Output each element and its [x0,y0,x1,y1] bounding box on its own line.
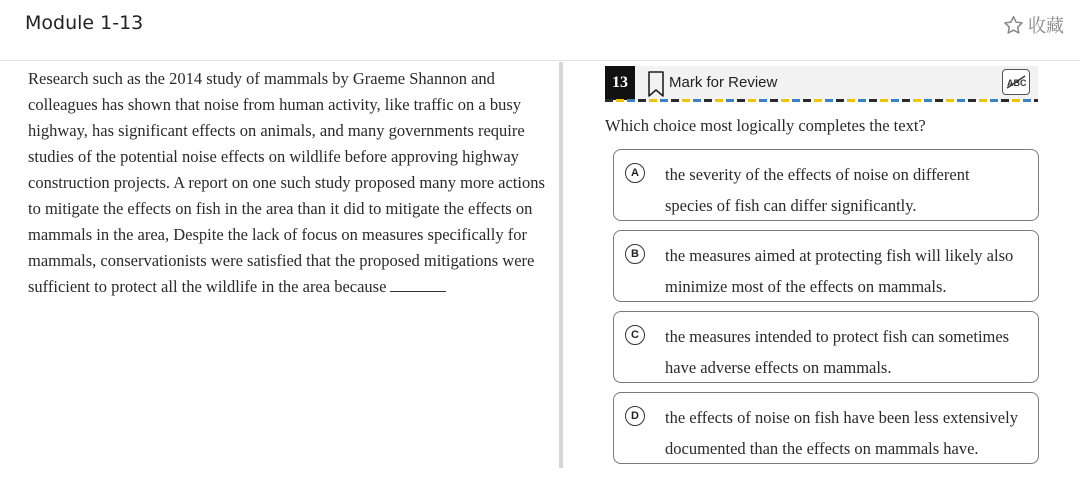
bookmark-icon[interactable] [647,70,665,98]
question-header [605,66,1038,100]
choice-c-line1: the measures intended to protect fish can sometimes [665,327,1010,346]
choice-d[interactable] [613,392,1039,464]
abc-strikethrough-icon [1006,74,1026,90]
choice-b[interactable] [613,230,1039,302]
answer-blank [390,278,446,292]
top-bar [0,0,1080,58]
choice-letter-b: B [625,244,645,264]
choice-letter-a: A [625,163,645,183]
passage-text: Research such as the 2014 study of mammals by Graeme Shannon and colleagues has shown that noise from human activity, like traffic on a busy highway, has significant effects on animals, and many governments require studies of the potential noise effects on wildlife before approving highway construction projects. A report on one such study proposed many more actions to mitigate the effects on fish in the area than it did to mitigate the effects on mammals in the area, Despite the lack of focus on measures specifically for mammals, conservationists were satisfied that the proposed mitigations were sufficient to protect all the wildlife in the area because [28,69,545,296]
choice-c[interactable] [613,311,1039,383]
answer-eliminator-button[interactable] [1002,69,1030,95]
mark-for-review-label[interactable]: Mark for Review [669,74,778,91]
choice-a[interactable] [613,149,1039,221]
question-number: 13 [605,66,635,100]
star-icon [1002,14,1025,37]
choice-text-b [665,240,1037,302]
choice-letter-d: D [625,406,645,426]
favorite-label: 收藏 [1028,16,1064,37]
choice-text-a [665,159,1037,221]
panel-divider[interactable] [559,62,563,468]
choice-b-line1: the measures aimed at protecting fish will likely also [665,246,1014,265]
choice-d-line2: documented than the effects on mammals have. [665,439,979,458]
choice-c-line2: have adverse effects on mammals. [665,358,892,377]
svg-text:ABC: ABC [1007,78,1026,88]
question-prompt: Which choice most logically completes the text? [605,116,926,135]
choice-d-line1: the effects of noise on fish have been less extensively [665,408,1018,427]
module-title: Module 1-13 [25,12,144,34]
choice-b-line2: minimize most of the effects on mammals. [665,277,947,296]
choice-text-c [665,321,1037,383]
favorite-button[interactable] [1002,12,1064,38]
choice-a-line1: the severity of the effects of noise on different [665,165,970,184]
header-divider [0,60,1080,61]
choice-letter-c: C [625,325,645,345]
passage [28,66,548,300]
choice-text-d [665,402,1037,464]
header-dash-strip [605,99,1038,102]
choice-a-line2: species of fish can differ significantly. [665,196,917,215]
